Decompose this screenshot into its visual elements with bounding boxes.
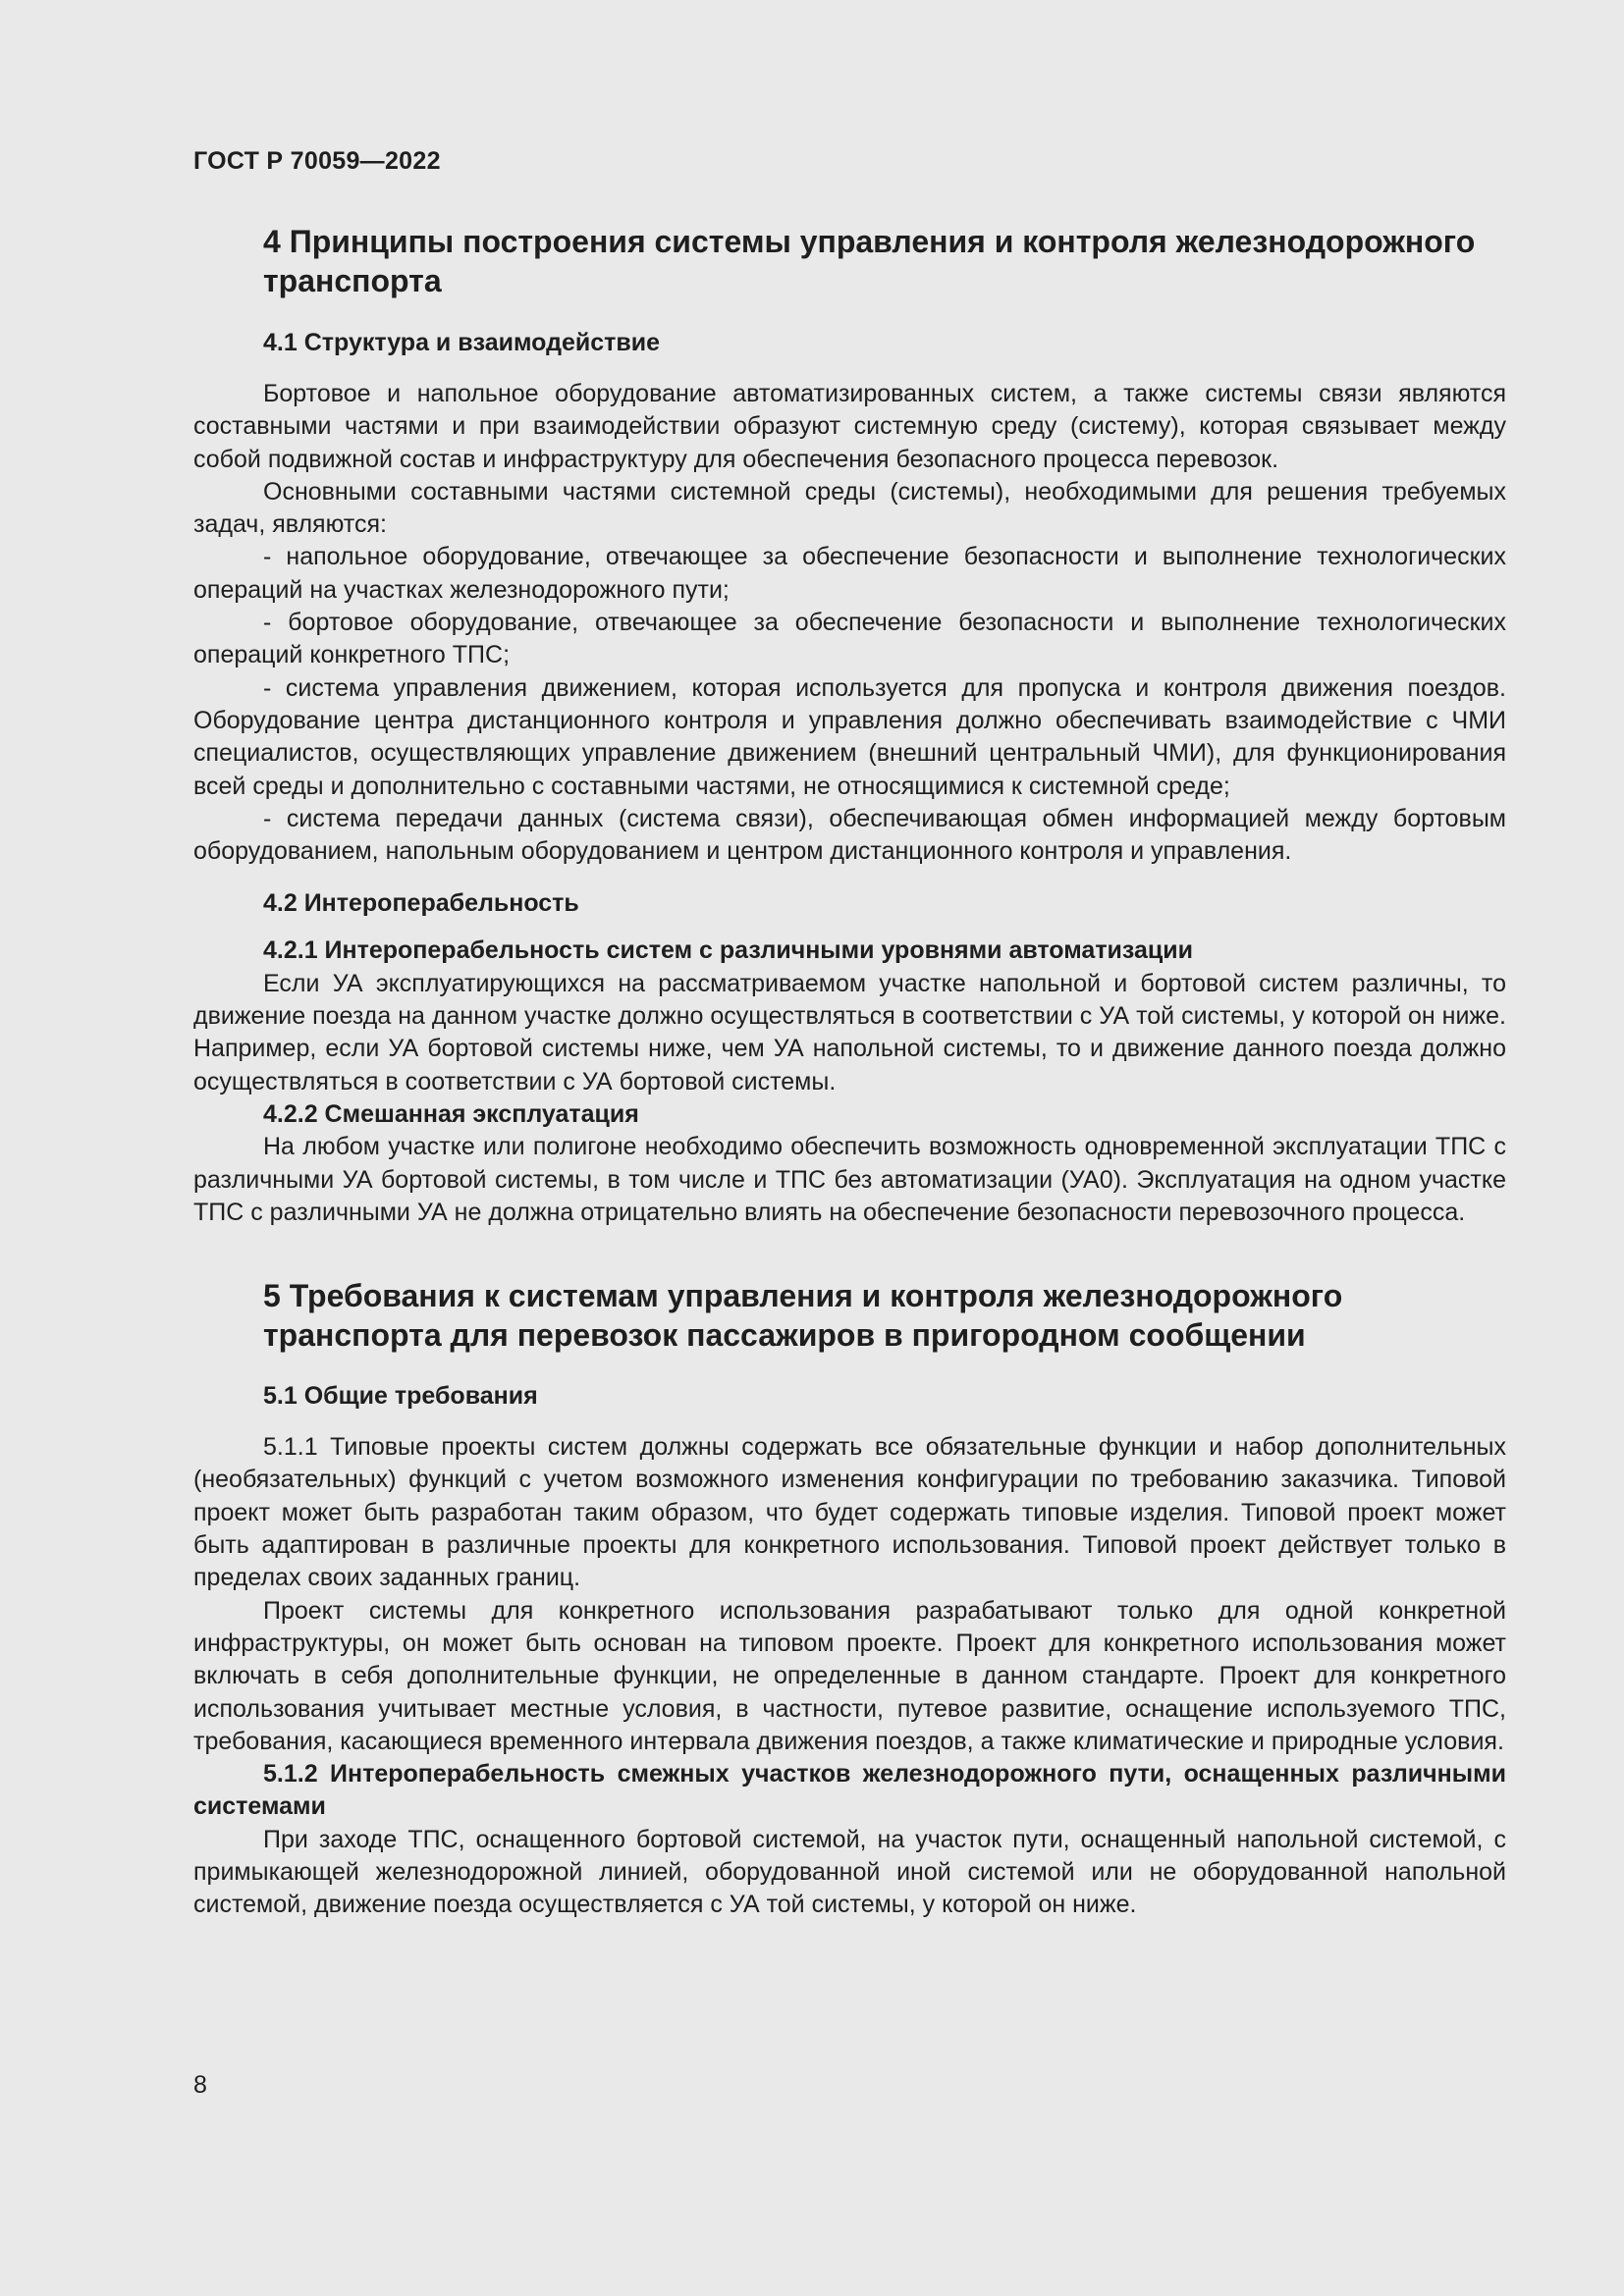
- list-item: - система управления движением, которая используется для пропуска и контроля движения поездов. Оборудование центра дистанционного контроля и управления должно обеспечивать взаимодействие с ЧМИ специалистов, осуществляющих управление движением (внешний центральный ЧМИ), для функционирования всей среды и дополнительно с составными частями, не относящимися к системной среде;: [193, 673, 1506, 800]
- section-5-1-1-paragraph-2: Проект системы для конкретного использования разрабатывают только для одной конкретной инфраструктуры, он может быть основан на типовом проекте. Проект для конкретного использования может включать в себя дополнительные функции, не определенные в данном стандарте. Проект для конкретного использования учитывает местные условия, в частности, путевое развитие, оснащение используемого ТПС, требования, касающиеся временного интервала движения поездов, а также климатические и природные условия.: [193, 1596, 1506, 1755]
- list-item: - напольное оборудование, отвечающее за обеспечение безопасности и выполнение технологических операций на участках железнодорожного пути;: [193, 543, 1506, 604]
- section-4-title: 4 Принципы построения системы управления и контроля железнодорожного транспорта: [263, 224, 1476, 298]
- section-5-1-2-paragraph: При заходе ТПС, оснащенного бортовой системой, на участок пути, оснащенный напольной системой, с примыкающей железнодорожной линией, оборудованной иной системой или не оборудованной напольной системой, движение поезда осуществляется с УА той системы, у которой он ниже.: [193, 1825, 1506, 1919]
- page-number: 8: [193, 2071, 207, 2099]
- section-4-2-title: 4.2 Интероперабельность: [263, 889, 579, 918]
- document-code: ГОСТ Р 70059—2022: [193, 147, 441, 175]
- section-4-1-paragraph-1: Бортовое и напольное оборудование автоматизированных систем, а также системы связи являются составными частями и при взаимодействии образуют системную среду (систему), которая связывает между собой подвижной состав и инфраструктуру для обеспечения безопасного процесса перевозок.: [193, 380, 1506, 473]
- document-body: [193, 222, 1506, 1922]
- section-5-title: 5 Требования к системам управления и контроля железнодорожного транспорта для перевозок пассажиров в пригородном сообщении: [263, 1278, 1343, 1354]
- list-item: - система передачи данных (система связи), обеспечивающая обмен информацией между бортовым оборудованием, напольным оборудованием и центром дистанционного контроля и управления.: [193, 804, 1506, 866]
- section-4-1-title: 4.1 Структура и взаимодействие: [263, 329, 661, 356]
- section-4-1-paragraph-2: Основными составными частями системной среды (системы), необходимыми для решения требуемых задач, являются:: [193, 477, 1506, 539]
- section-5-1-2-title: 5.1.2 Интероперабельность смежных участков железнодорожного пути, оснащенных различными системами: [193, 1760, 1506, 1821]
- section-5-1-1-paragraph: 5.1.1 Типовые проекты систем должны содержать все обязательные функции и набор дополнительных (необязательных) функций с учетом возможного изменения конфигурации по требованию заказчика. Типовой проект может быть разработан таким образом, что будет содержать типовые изделия. Типовой проект может быть адаптирован в различные проекты для конкретного использования. Типовой проект действует только в пределах своих заданных границ.: [193, 1433, 1506, 1592]
- section-4-2-2-paragraph: На любом участке или полигоне необходимо обеспечить возможность одновременной эксплуатации ТПС с различными УА бортовой системы, в том числе и ТПС без автоматизации (УА0). Эксплуатация на одном участке ТПС с различными УА не должна отрицательно влиять на обеспечение безопасности перевозочного процесса.: [193, 1133, 1506, 1226]
- section-4-2-1-title: 4.2.1 Интероперабельность систем с различными уровнями автоматизации: [263, 936, 1194, 965]
- section-5-1-title: 5.1 Общие требования: [263, 1382, 538, 1411]
- section-4-2-1-paragraph: Если УА эксплуатирующихся на рассматриваемом участке напольной и бортовой систем различны, то движение поезда на данном участке должно осуществляться в соответствии с УА той системы, у которой он ниже. Например, если УА бортовой системы ниже, чем УА напольной системы, то и движение данного поезда должно осуществляться в соответствии с УА бортовой системы.: [193, 969, 1506, 1095]
- section-4-2-2-title: 4.2.2 Смешанная эксплуатация: [263, 1099, 639, 1128]
- list-item: - бортовое оборудование, отвечающее за обеспечение безопасности и выполнение технологических операций конкретного ТПС;: [193, 609, 1506, 669]
